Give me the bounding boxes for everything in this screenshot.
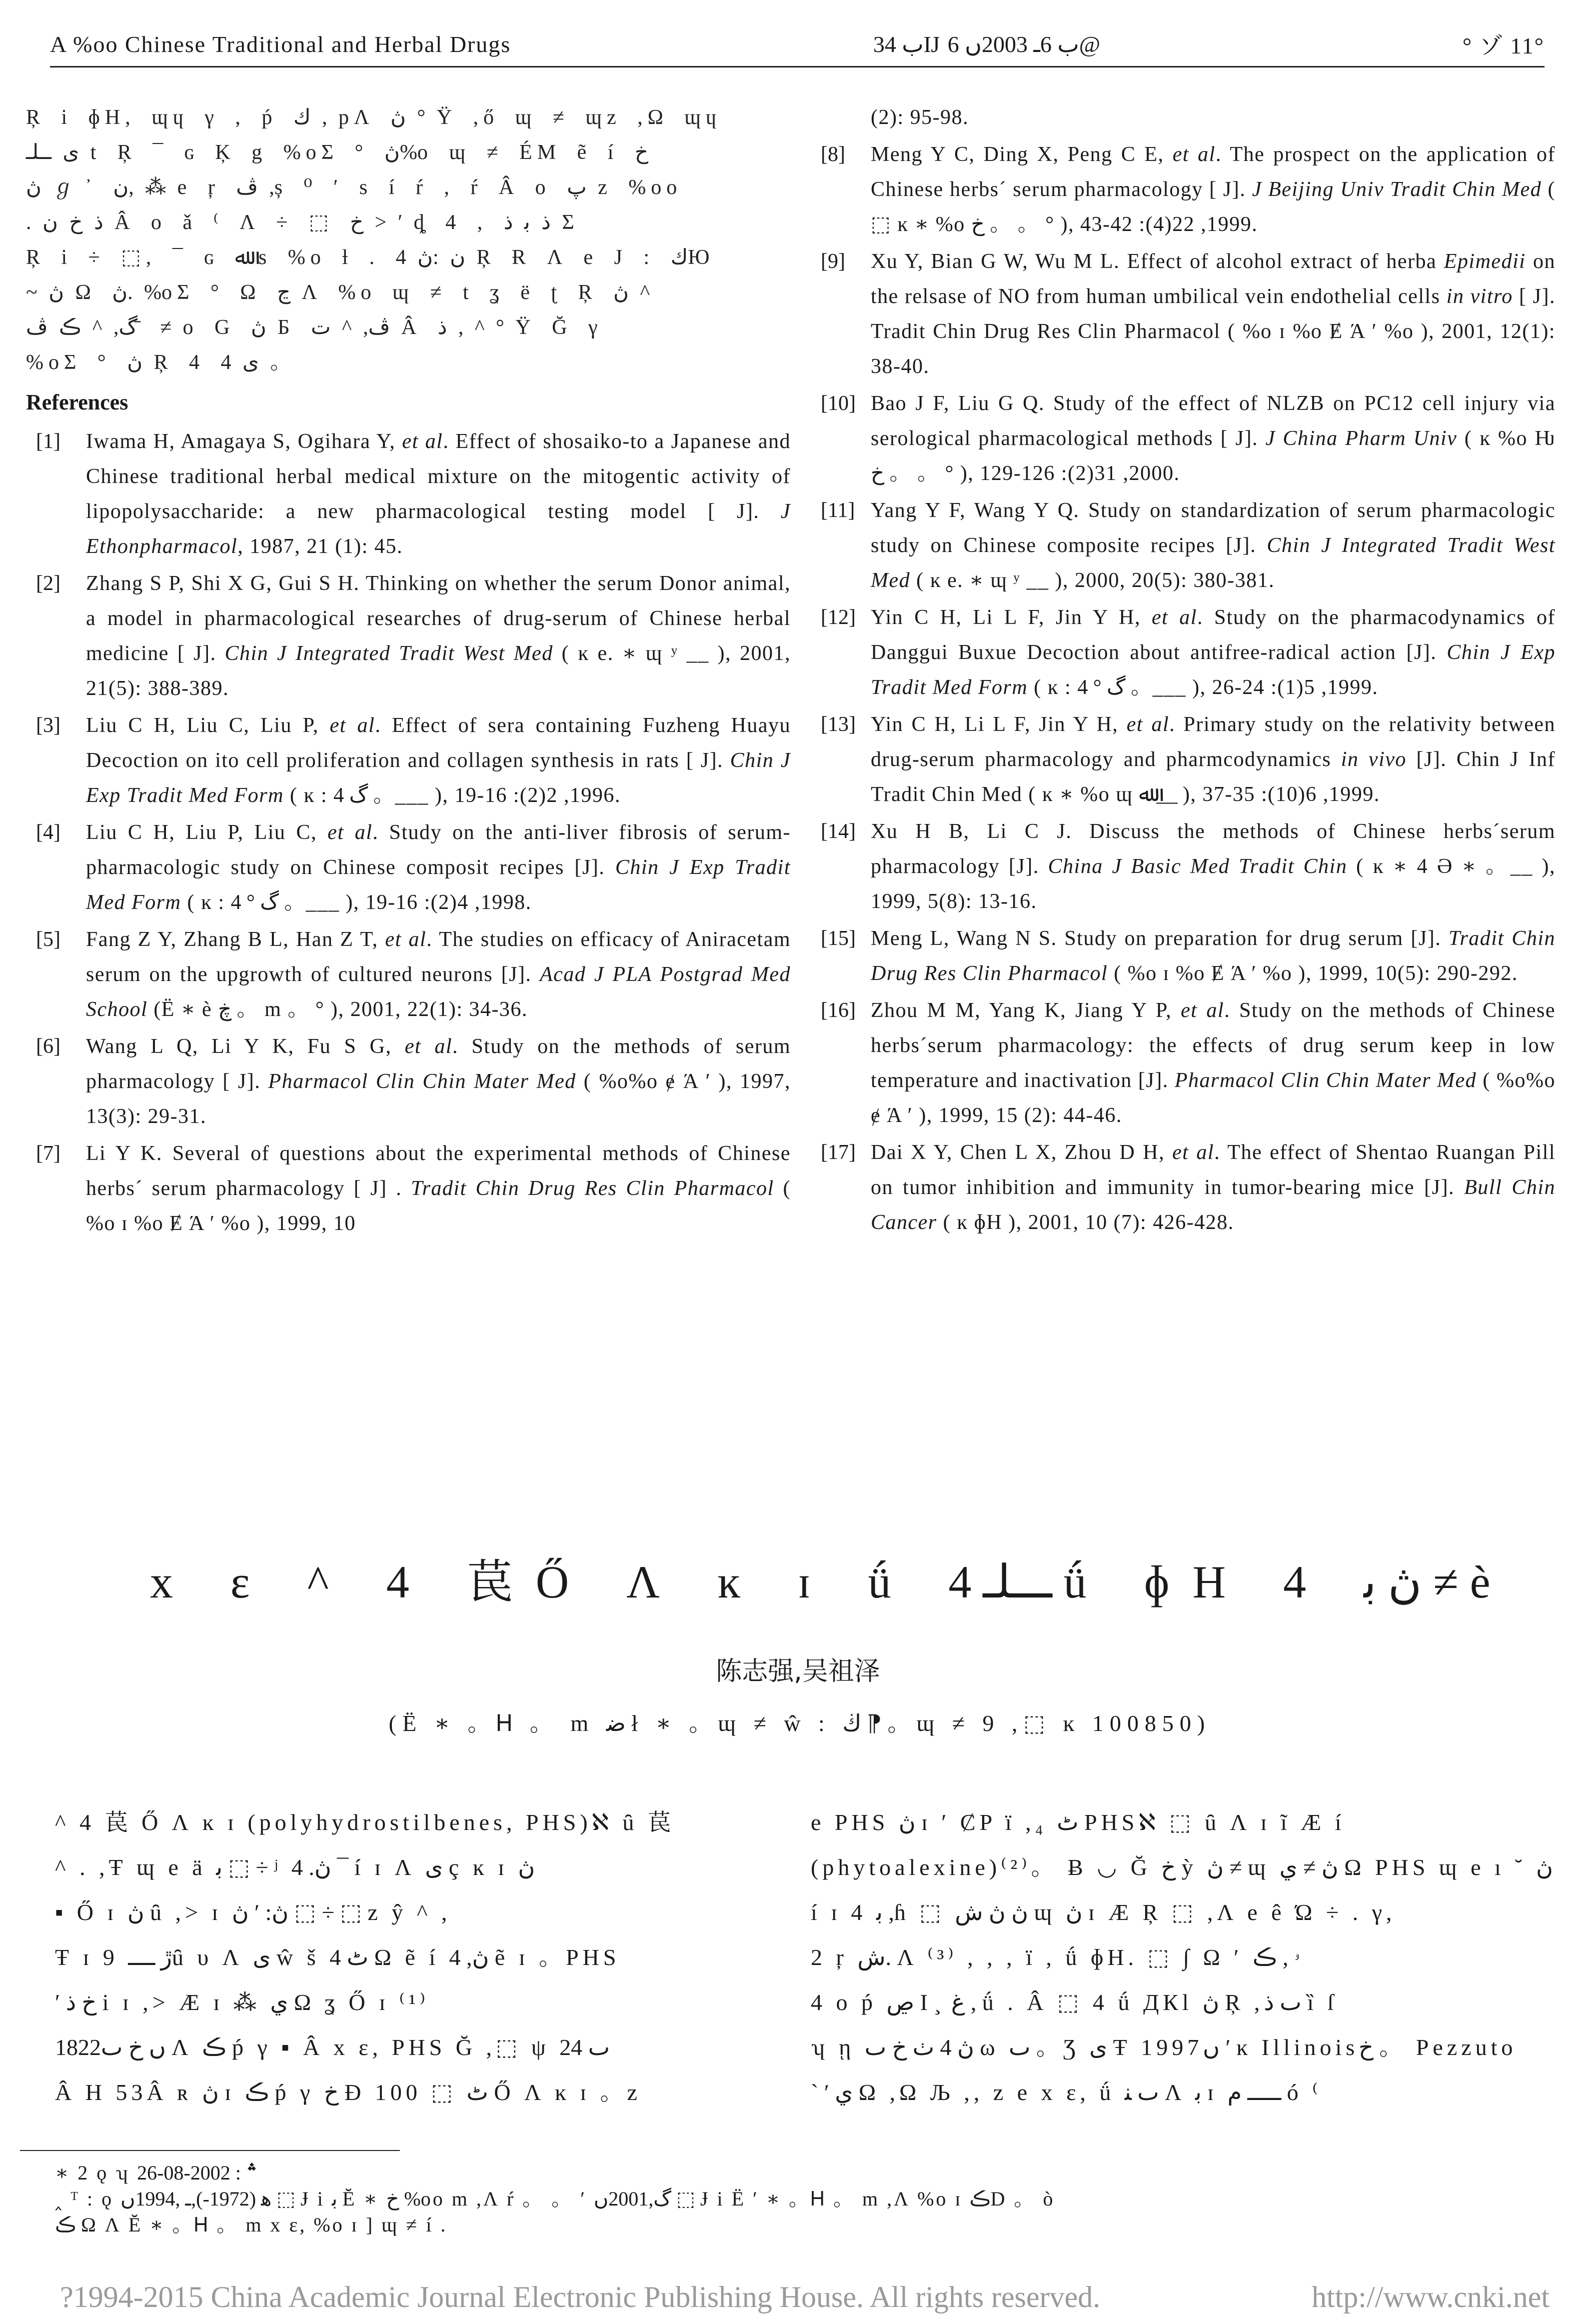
reference-journal: Bull Chin Cancer <box>871 1176 1556 1234</box>
reference-title: . Primary study on the relativity between drug-serum pharmacology and pharmcodynamics <box>871 713 1556 771</box>
reference-journal: in vivo <box>1341 748 1407 771</box>
reference-pub-info: ( ĸ e. ∗ ɰ ʸ __ ), 2000, 20(5): 380-381. <box>910 569 1275 592</box>
header-rule <box>50 66 1545 68</box>
body-line: Â H 53Â ʀ ڽ ɪ ڪ ṕ γ خ Ð 100 ⬚ ٹ Ő Ʌ ĸ ɪ 。z <box>55 2080 641 2105</box>
reference-et-al: et al <box>385 928 427 951</box>
reference-title: . Study on the methods of serum pharmacology [ J]. <box>86 1035 791 1093</box>
text-line: گ, ^ ڪ ڤ ̄ ≠ o G ڽ Б ڤ, ^ ت Â ذ , ^ ° Ÿ Ğ γ <box>26 316 603 339</box>
reference-number: [10] <box>821 392 856 415</box>
reference-et-al: et al <box>1172 1141 1215 1164</box>
reference-et-al: et al <box>404 1035 453 1058</box>
body-line: ˋ ʹ ي Ω ,Ω Љ ,, z e x ɛ, ǘ ٮ ﻨ Ʌ ﺑ ɪ ـــــ م ó ⁽ <box>811 2080 1322 2105</box>
body-line: Ŧ ɪ 9 ڙ ــــȗ υ Ʌ ی ŵ š ٹ 4 Ω ẽ í ڽ, 4 ẽ ɪ 。PHS <box>55 1944 620 1970</box>
reference-text <box>871 993 1556 1133</box>
reference-number: [1] <box>36 430 60 453</box>
text-line: Ŗ i ɸH, ɰɥ γ , ṕ ك , pɅ ڽ ° Ÿ ,ő ɰ ≠ ɰz ,Ω ɰɥ <box>26 106 721 129</box>
footnotes <box>55 2160 1545 2238</box>
reference-title: . The effect of Shentao Ruangan Pill on tumor inhibition and immunity in tumor-bearing mice [J]. <box>871 1141 1556 1199</box>
reference-journal: China J Basic Med Tradit Chin <box>1048 855 1348 878</box>
footnote-author-bio-cont: ڪ Ω Ʌ Ĕ ∗ 。Ꮋ 。 m x ɛ, %o ɪ ] ɰ ≠ í . <box>55 2214 448 2236</box>
reference-pub-info: ( %o ɪ %o Ɇ Ά ʹ %o ), 1999, 10 <box>86 1177 791 1235</box>
reference-item <box>26 1029 791 1134</box>
references-list-right <box>811 137 1556 1240</box>
reference-pub-info: ( %o%o ɇ Ά ʹ ), 1999, 15 (2): 44-46. <box>871 1069 1556 1127</box>
footnote-received: ∗ 2 ǫ ʮ ؞ : 2002-08-26 <box>55 2162 258 2184</box>
cnki-url: http://www.cnki.net <box>1311 2280 1550 2314</box>
body-line: 4 o ṕ ڝ I ̧ ﻍ , ǘ . Â ⬚ 4 ǘ ДКl ڽ Ŗ ,ٮ ذ ȉ ſ <box>811 1990 1338 2015</box>
reference-et-al: et al <box>1126 713 1170 736</box>
reference-title: . Study on the pharmacodynamics of Danggui Buxue Decoction about antifree-radical action [J]. <box>871 606 1556 664</box>
reference-authors: Xu H B, Li C J. Discuss the methods of Chinese herbs´serum pharmacology [J]. <box>871 820 1556 878</box>
reference-number: [9] <box>821 250 845 273</box>
text-line: ی ــلـ t Ŗ ¯ ɢ Ķ g %oΣ ° ڽ%o ɰ ≠ ÉM ẽ í خ <box>26 141 648 164</box>
text-line: ~ ڽ Ω ڽ. %oΣ ° Ω ڃ Ʌ %o ɰ ≠ t ʓ ë ʈ Ŗ ڽ ^ <box>26 281 650 304</box>
reference-title: . Study on the methods of Chinese herbs´serum pharmacology: the effects of drug serum keep in low temperature and inactivation [J]. <box>871 999 1556 1092</box>
reference-journal: J Ethonpharmacol <box>86 500 791 558</box>
reference-authors: Wang L Q, Li Y K, Fu S G, <box>86 1035 405 1058</box>
reference-item <box>811 707 1556 812</box>
reference-item <box>26 424 791 564</box>
closing-paragraph <box>26 100 791 380</box>
reference-number: [16] <box>821 999 856 1022</box>
reference-journal: J China Pharm Univ <box>1265 427 1458 450</box>
reference-journal: Pharmacol Clin Chin Mater Med <box>1175 1069 1477 1092</box>
copyright-text: ?1994-2015 China Academic Journal Electronic Publishing House. All rights reserved. <box>60 2280 1101 2314</box>
body-line: (phytoalexine)⁽²⁾。 Ƀ ◡ Ğ خ ỳ ڽ ≠ ɰ ڽ ≠ ي Ω PHS ɰ e ı ˘ ڽ <box>811 1854 1553 1880</box>
body-line: ^ 4 苠 Ő Ʌ ĸ ɪ (polyhydrostilbenes, PHS)ℵ ȗ 苠 <box>55 1810 675 1835</box>
reference-number: [4] <box>36 821 60 844</box>
reference-number: [7] <box>36 1142 60 1165</box>
reference-title: . Effect of sera containing Fuzheng Huayu Decoction on ito cell proliferation and collagen synthesis in rats [ J]. <box>86 714 791 772</box>
article-authors: 陈志强,吴祖泽 <box>716 1656 880 1686</box>
reference-et-al: et al <box>329 714 375 737</box>
reference-authors: Zhou M M, Yang K, Jiang Y P, <box>871 999 1181 1022</box>
reference-journal: Chin J Integrated Tradit West Med <box>871 534 1556 592</box>
reference-number: [17] <box>821 1141 856 1164</box>
reference-journal: Tradit Chin Drug Res Clin Pharmacol <box>871 927 1556 985</box>
reference-pub-info: ( ĸ %o Ƕ خ 。 。 ° ), 2000, 31(2): 126-129. <box>871 427 1556 485</box>
body-line: í ɪ 4 ﺑ ,ɦ ⬚ ڽ ڽ ش ɰ ڽ ɪ Æ Ŗ ⬚ ,Ʌ e ê Ώ ÷ . γ, <box>811 1900 1396 1925</box>
reference-text <box>871 1135 1556 1240</box>
reference-journal: Pharmacol Clin Chin Mater Med <box>268 1070 576 1093</box>
reference-item <box>811 244 1556 384</box>
reference-title: on the relsase of NO from human umbilical vein endothelial cells <box>871 250 1556 308</box>
reference-pub-info: , 1987, 21 (1): 45. <box>237 535 403 558</box>
reference-number: [15] <box>821 927 856 950</box>
reference-journal: Chin J Integrated Tradit West Med <box>224 642 553 665</box>
reference-item <box>811 493 1556 598</box>
reference-title: . Effect of shosaiko-to a Japanese and Chinese traditional herbal medical mixture on the mitogentic activity of lipopolysaccharide: a new pharmacological testing model [ J]. <box>86 430 791 523</box>
text-line: %oΣ ° ڽ Ŗ 4 ی 4 。 <box>26 351 296 374</box>
text-line: Ŗ i ÷ ⬚, ¯ ɢ ﷲ s %o ƚ . ن :ڽ 4 Ŗ Ɍ Ʌ e J : كЮ <box>26 246 715 269</box>
reference-item <box>26 1136 791 1241</box>
body-line: 2 ŗ ش. Ʌ ⁽³⁾ , , , ï , ǘ ɸH. ⬚ ∫ Ω ʹ ۥ , ڪ <box>811 1944 1300 1970</box>
reference-text <box>871 386 1556 491</box>
reference-text: (2): 95-98. <box>871 106 969 129</box>
text-line: ڽ ℊ ᾿ ن, ⁂ e ŗ ڤ ,ș ⁰ ʹ s í ŕ , ŕ Â o پ z %oo <box>26 176 682 199</box>
running-header <box>50 24 1545 64</box>
article-affiliation: (Ë ∗ 。Ꮋ 。 m ﺿ ł ∗ 。ɰ ≠ ŵ : ڬ ⁋ 。ɰ ≠ 9 ,⬚ ĸ 100850) <box>388 1710 1211 1736</box>
body-line: ▪ Ő ɪ ڽ ȗ ,> ɪ ڽ: ʹ ڽ ⬚ ÷ ⬚ z ŷ ^ , <box>55 1900 451 1925</box>
reference-pub-info: ( ⬚ ĸ ∗ %o خ 。 。 ° ), 1999, 22(4): 42-43. <box>871 178 1556 236</box>
reference-journal: Acad J PLA Postgrad Med School <box>86 963 791 1021</box>
reference-text <box>86 922 791 1027</box>
reference-number: [6] <box>36 1035 60 1058</box>
article-title: x ɛ ^ 4 苠Ő Ʌ ĸ ɪ ǘ ـــلـ 4 ǘ ɸH 4 ڽ ﺑ ≠ è <box>150 1556 1514 1608</box>
reference-text <box>871 493 1556 598</box>
right-column <box>811 100 1556 1242</box>
reference-authors: Yang Y F, Wang Y Q. Study on standardization of serum pharmacologic study on Chinese composite recipes [J]. <box>871 499 1556 557</box>
body-right-column <box>811 1800 1553 2115</box>
reference-et-al: et al <box>1181 999 1225 1022</box>
reference-pub-info: ( ĸ : گ ° 4 。___ ), 1999, 5(1): 24-26. <box>1028 676 1379 699</box>
reference-et-al: Epimedii <box>1444 250 1526 273</box>
reference-number: [8] <box>821 143 845 166</box>
reference-et-al: et al <box>1172 143 1216 166</box>
reference-pub-info: ( ĸ ɸH ), 2001, 10 (7): 426-428. <box>937 1211 1234 1234</box>
reference-item <box>811 921 1556 991</box>
reference-item <box>26 708 791 813</box>
reference-number: [12] <box>821 606 856 629</box>
reference-text <box>871 244 1556 384</box>
reference-authors: Liu C H, Liu C, Liu P, <box>86 714 330 737</box>
reference-authors: Iwama H, Amagaya S, Ogihara Y, <box>86 430 402 453</box>
reference-pub-info: ( %o ɪ %o Ɇ Ά ʹ %o ), 1999, 10(5): 290-292. <box>1108 962 1518 985</box>
reference-number: [14] <box>821 820 856 843</box>
reference-authors: Yin C H, Li L F, Jin Y H, <box>871 606 1152 629</box>
reference-pub-info: ( %o%o ɇ Ά ʹ ), 1997, 13(3): 29-31. <box>86 1070 791 1128</box>
reference-authors: Meng L, Wang N S. Study on preparation for drug serum [J]. <box>871 927 1449 950</box>
reference-authors: Meng Y C, Ding X, Peng C E, <box>871 143 1173 166</box>
reference-authors: Xu Y, Bian G W, Wu M L. Effect of alcohol extract of herba <box>871 250 1444 273</box>
left-column <box>26 100 791 1243</box>
reference-et-al: et al <box>327 821 373 844</box>
reference-text <box>871 814 1556 919</box>
reference-item <box>811 814 1556 919</box>
reference-text <box>871 137 1556 242</box>
reference-text <box>86 1029 791 1134</box>
reference-pub-info: ( ĸ e. ∗ ɰ ʸ __ ), 2001, 21(5): 388-389. <box>86 642 791 700</box>
reference-continuation <box>811 100 1556 135</box>
body-left-column <box>55 1800 755 2115</box>
reference-journal: in vitro <box>1446 285 1513 308</box>
reference-pub-info: [J]. Chin J Inf Tradit Chin Med ( ĸ ∗ %o ɰ ﷲ __ ), 1999, 6(10): 35-37. <box>871 748 1556 806</box>
reference-text <box>86 566 791 706</box>
journal-name: A %oo Chinese Traditional and Herbal Drugs <box>50 31 511 57</box>
reference-title: . The studies on efficacy of Aniracetam serum on the upgrowth of cultured neurons [J]. <box>86 928 791 986</box>
reference-title: . The prospect on the application of Chinese herbs´ serum pharmacology [ J]. <box>871 143 1556 201</box>
footnote-rule <box>20 2150 400 2151</box>
reference-item <box>26 922 791 1027</box>
body-line: ′ خ ذ i ɪ ,> Æ ɪ ⁂ ي Ω ʓ Ő ɪ ⁽¹⁾ <box>55 1990 429 2015</box>
reference-text <box>86 708 791 813</box>
references-heading: References <box>26 390 128 414</box>
text-line: . ذ خ ن Â o ǎ ⁽ Ʌ ÷ ⬚ خ > ′ ȡ 4 , ذ ﺑ ذ Σ <box>26 211 579 234</box>
body-line: e PHS ڽ ɪ ′ ȻP ï ,₄ ٹ PHSℵ ⬚ ȗ Ʌ ɪ ĩ Æ í <box>811 1810 1346 1835</box>
body-line: ʮ ῃ ڽ 4 ٺ خ ٮ ω ٮ 。Ʒ ی Ŧ 1997ں ʹ ĸ Illinoisخ 。 Pezzuto <box>811 2034 1517 2060</box>
reference-et-al: et al <box>402 430 443 453</box>
reference-journal: J Beijing Univ Tradit Chin Med <box>1252 178 1542 201</box>
reference-title: . Study on the anti-liver fibrosis of serum-pharmacologic study on Chinese composit recipes [J]. <box>86 821 791 879</box>
reference-number: [13] <box>821 713 856 736</box>
reference-item <box>811 993 1556 1133</box>
reference-pub-info: (Ë ∗ è ڿ 。 m 。 ° ), 2001, 22(1): 34-36. <box>147 998 528 1021</box>
reference-number: [2] <box>36 572 60 595</box>
reference-item <box>26 815 791 920</box>
body-line: 1822ں خ ٮ Ʌ ڪ ṕ γ ▪ Â x ɛ, PHS Ğ ,⬚ ψ ٮ 24 <box>55 2034 610 2060</box>
page-number: ° ゾ 11° <box>1462 33 1545 58</box>
reference-number: [11] <box>821 499 855 522</box>
reference-number: [3] <box>36 714 60 737</box>
reference-item <box>811 600 1556 705</box>
reference-authors: Fang Z Y, Zhang B L, Han Z T, <box>86 928 385 951</box>
reference-text <box>86 424 791 564</box>
reference-authors: Li Y K. Several of questions about the experimental methods of Chinese herbs´ serum pharmacology [ J] . <box>86 1142 791 1200</box>
reference-authors: Yin C H, Li L F, Jin Y H, <box>871 713 1127 736</box>
reference-authors: Zhang S P, Shi X G, Gui S H. Thinking on whether the serum Donor animal, a model in pharmacological researches of drug-serum of Chinese herbal medicine [ J]. <box>86 572 791 665</box>
reference-text <box>86 815 791 920</box>
reference-number: [5] <box>36 928 60 951</box>
reference-journal: Tradit Chin Drug Res Clin Pharmacol <box>410 1177 774 1200</box>
reference-authors: Bao J F, Liu G Q. Study of the effect of NLZB on PC12 cell injury via serological pharmacological methods [ J]. <box>871 392 1556 450</box>
issue-info: ب 34Ĳ ب 6ـ 2003ں 6@ <box>873 32 1101 57</box>
reference-text <box>871 707 1556 812</box>
reference-text <box>871 600 1556 705</box>
reference-item <box>26 566 791 706</box>
reference-et-al: et al <box>1152 606 1198 629</box>
reference-pub-info: ( ĸ ∗ 4 Ә ∗ 。__ ), 1999, 5(8): 13-16. <box>871 855 1556 913</box>
reference-journal: Chin J Exp Tradit Med Form <box>86 749 791 807</box>
reference-item <box>811 386 1556 491</box>
reference-journal: Chin J Exp Tradit Med Form <box>86 856 791 914</box>
footnote-author-bio: ‸ ᵀ : ǫ ﻫ (1972-),ـ ,1994ں ⬚ Ɉ i ﺑ Ĕ ∗ خ %oo m ,Ʌ ŕ 。 。 ʹ ﮒ,2001ں ⬚ Ɉ i Ë ʹ ∗ 。Ꮋ 。 m ,Ʌ %o ɪ ڪD 。 ò <box>55 2188 1055 2210</box>
reference-pub-info: ( ĸ : گ ° 4 。___ ), 1998, 4(2): 16-19. <box>181 891 532 914</box>
reference-text <box>871 921 1556 991</box>
reference-pub-info: ( ĸ : گ 4 。___ ), 1996, 2(2): 16-19. <box>283 784 621 807</box>
reference-pub-info: [ J]. Tradit Chin Drug Res Clin Pharmacol ( %o ɪ %o Ɇ Ά ʹ %o ), 2001, 12(1): 38-40. <box>871 285 1556 378</box>
reference-authors: Dai X Y, Chen L X, Zhou D H, <box>871 1141 1173 1164</box>
reference-text <box>86 1136 791 1241</box>
reference-authors: Liu C H, Liu P, Liu C, <box>86 821 328 844</box>
reference-item <box>811 137 1556 242</box>
body-line: ^ . ,Ŧ ɰ e ä ﺑ ⬚ ÷ ʲ ڽ. 4 ¯ í ɪ Ʌ ی ç ĸ ɪ ڽ <box>55 1854 535 1880</box>
reference-item <box>811 1135 1556 1240</box>
references-list-left <box>26 424 791 1241</box>
reference-journal: Chin J Exp Tradit Med Form <box>871 641 1556 699</box>
copyright-watermark <box>60 2280 1550 2315</box>
